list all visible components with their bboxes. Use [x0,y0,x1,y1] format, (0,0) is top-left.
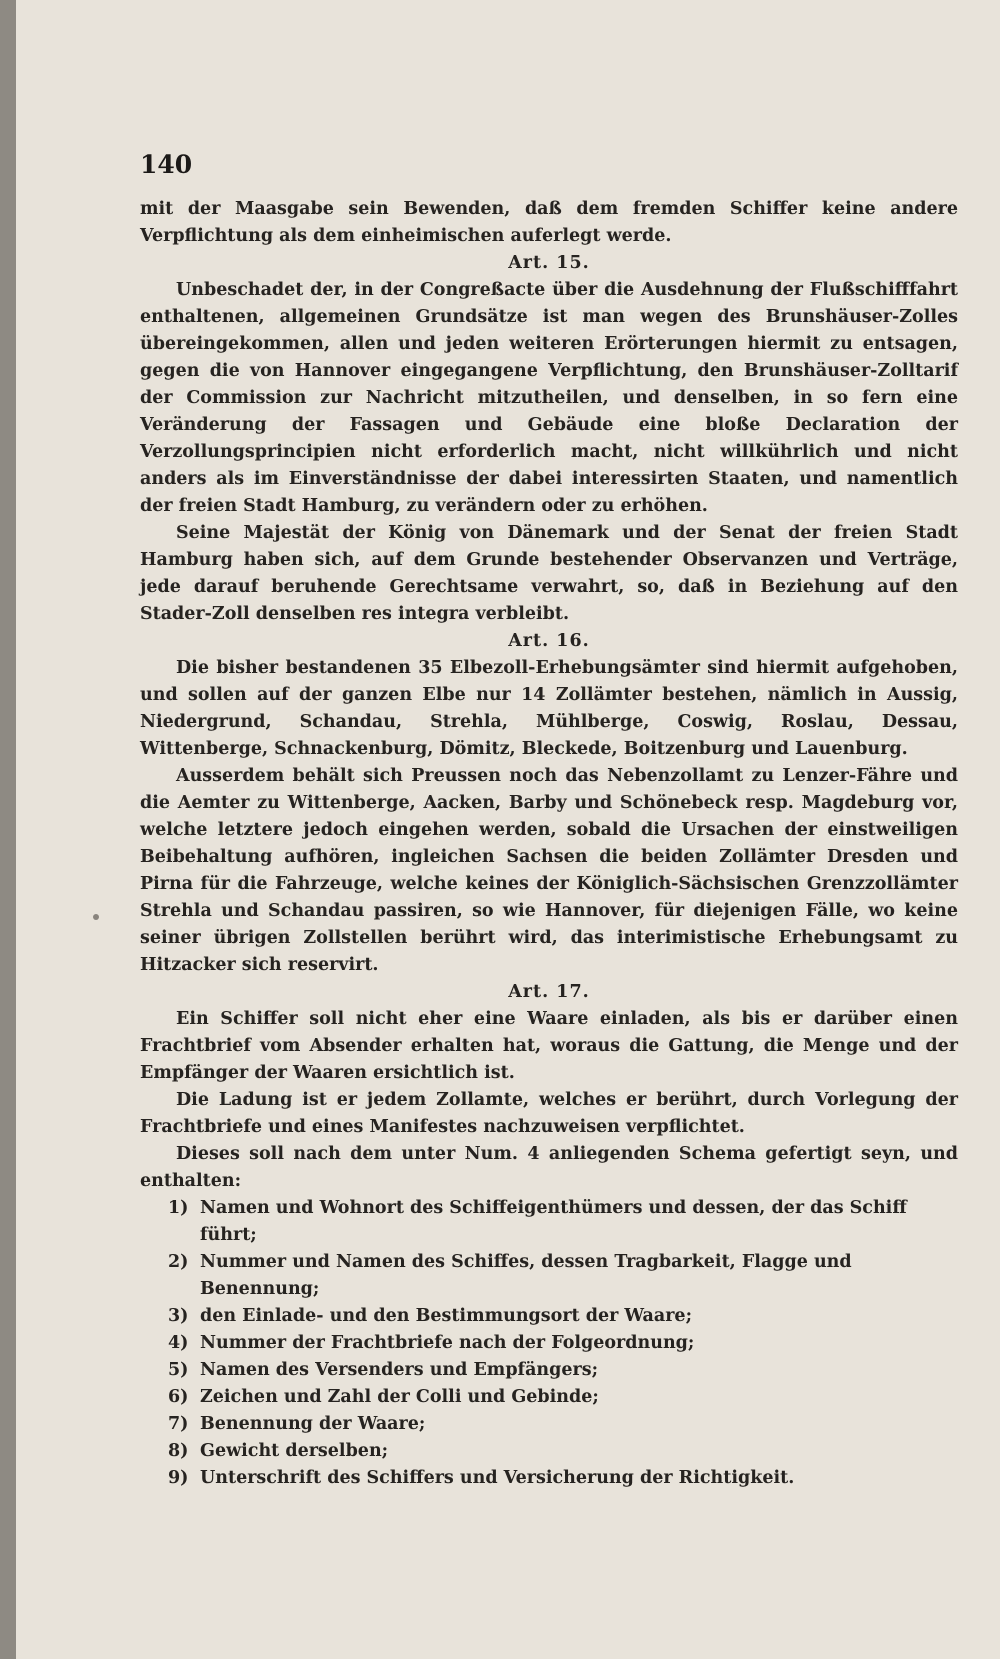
article-16-paragraph-1: Die bisher bestandenen 35 Elbezoll-Erhebungsämter sind hiermit aufgehoben, und sollen auf der ganzen Elbe nur 14 Zollämter bestehen, nämlich in Aussig, Niedergrund, Schandau, Strehla, Mühlberge, Coswig, Roslau, Dessau, Wittenberge, Schnackenburg, Dömitz, Bleckede, Boitzenburg und Lauenburg. [140,658,958,759]
article-15-paragraph-1: Unbeschadet der, in der Congreßacte über die Ausdehnung der Flußschifffahrt enthaltenen, allgemeinen Grundsätze ist man wegen des Brunshäuser-Zolles übereingekommen, allen und jeden weiteren Erörterungen hiermit zu entsagen, gegen die von Hannover eingegangene Verpflichtung, den Brunshäuser-Zolltarif der Commission zur Nachricht mitzutheilen, und denselben, in so fern eine Veränderung der Fassagen und Gebäude eine bloße Declaration der Verzollungsprincipien nicht erforderlich macht, nicht willkührlich und nicht anders als im Einverständnisse der dabei interessirten Staaten, und namentlich der freien Stadt Hamburg, zu verändern oder zu erhöhen. [140,280,958,516]
article-15-heading: Art. 15. [508,253,590,273]
scan-edge [0,0,16,1659]
list-text: Nummer der Frachtbriefe nach der Folgeordnung; [200,1333,695,1353]
list-number: 9) [168,1468,189,1488]
list-item [140,1195,958,1249]
article-17-paragraph-1: Ein Schiffer soll nicht eher eine Waare einladen, als bis er darüber einen Frachtbrief vom Absender erhalten hat, woraus die Gattung, die Menge und der Empfänger der Waaren ersichtlich ist. [140,1009,958,1083]
list-item [140,1330,958,1357]
page-number: 140 [140,150,193,179]
article-16-paragraph-2: Ausserdem behält sich Preussen noch das Nebenzollamt zu Lenzer-Fähre und die Aemter zu Wittenberge, Aacken, Barby und Schönebeck resp. Magdeburg vor, welche letztere jedoch eingehen werden, sobald die Ursachen der einstweiligen Beibehaltung aufhören, ingleichen Sachsen die beiden Zollämter Dresden und Pirna für die Fahrzeuge, welche keines der Königlich-Sächsischen Grenzzollämter Strehla und Schandau passiren, so wie Hannover, für diejenigen Fälle, wo keine seiner übrigen Zollstellen berührt wird, das interimistische Erhebungsamt zu Hitzacker sich reservirt. [140,766,958,975]
list-number: 7) [168,1414,189,1434]
ink-blot [93,914,99,920]
list-text: Benennung der Waare; [200,1414,426,1434]
list-item [140,1357,958,1384]
list-item [140,1303,958,1330]
article-17-paragraph-2: Die Ladung ist er jedem Zollamte, welches er berührt, durch Vorlegung der Frachtbriefe und eines Manifestes nachzuweisen verpflichtet. [140,1090,958,1137]
list-text: Namen und Wohnort des Schiffeigenthümers und dessen, der das Schiff führt; [200,1198,907,1245]
list-number: 3) [168,1306,189,1326]
list-text: Namen des Versenders und Empfängers; [200,1360,599,1380]
list-number: 5) [168,1360,189,1380]
list-item [140,1249,958,1303]
page-text [140,196,958,1492]
list-number: 2) [168,1252,189,1272]
list-item [140,1411,958,1438]
article-15-paragraph-2: Seine Majestät der König von Dänemark und der Senat der freien Stadt Hamburg haben sich, auf dem Grunde bestehender Observanzen und Verträge, jede darauf beruhende Gerechtsame verwahrt, so, daß in Beziehung auf den Stader-Zoll denselben res integra verbleibt. [140,523,958,624]
list-number: 4) [168,1333,189,1353]
list-number: 6) [168,1387,189,1407]
list-text: den Einlade- und den Bestimmungsort der Waare; [200,1306,693,1326]
paragraph-continuation: mit der Maasgabe sein Bewenden, daß dem fremden Schiffer keine andere Verpflichtung als dem einheimischen auferlegt werde. [140,199,958,246]
manifest-requirements-list [140,1195,958,1492]
article-17-paragraph-3: Dieses soll nach dem unter Num. 4 anliegenden Schema gefertigt seyn, und enthalten: [140,1144,958,1191]
article-17-heading: Art. 17. [508,982,590,1002]
list-item [140,1465,958,1492]
list-item [140,1438,958,1465]
list-item [140,1384,958,1411]
list-number: 1) [168,1198,189,1218]
list-text: Nummer und Namen des Schiffes, dessen Tragbarkeit, Flagge und Benennung; [200,1252,852,1299]
list-number: 8) [168,1441,189,1461]
list-text: Gewicht derselben; [200,1441,389,1461]
list-text: Zeichen und Zahl der Colli und Gebinde; [200,1387,599,1407]
list-text: Unterschrift des Schiffers und Versicherung der Richtigkeit. [200,1468,795,1488]
article-16-heading: Art. 16. [508,631,590,651]
